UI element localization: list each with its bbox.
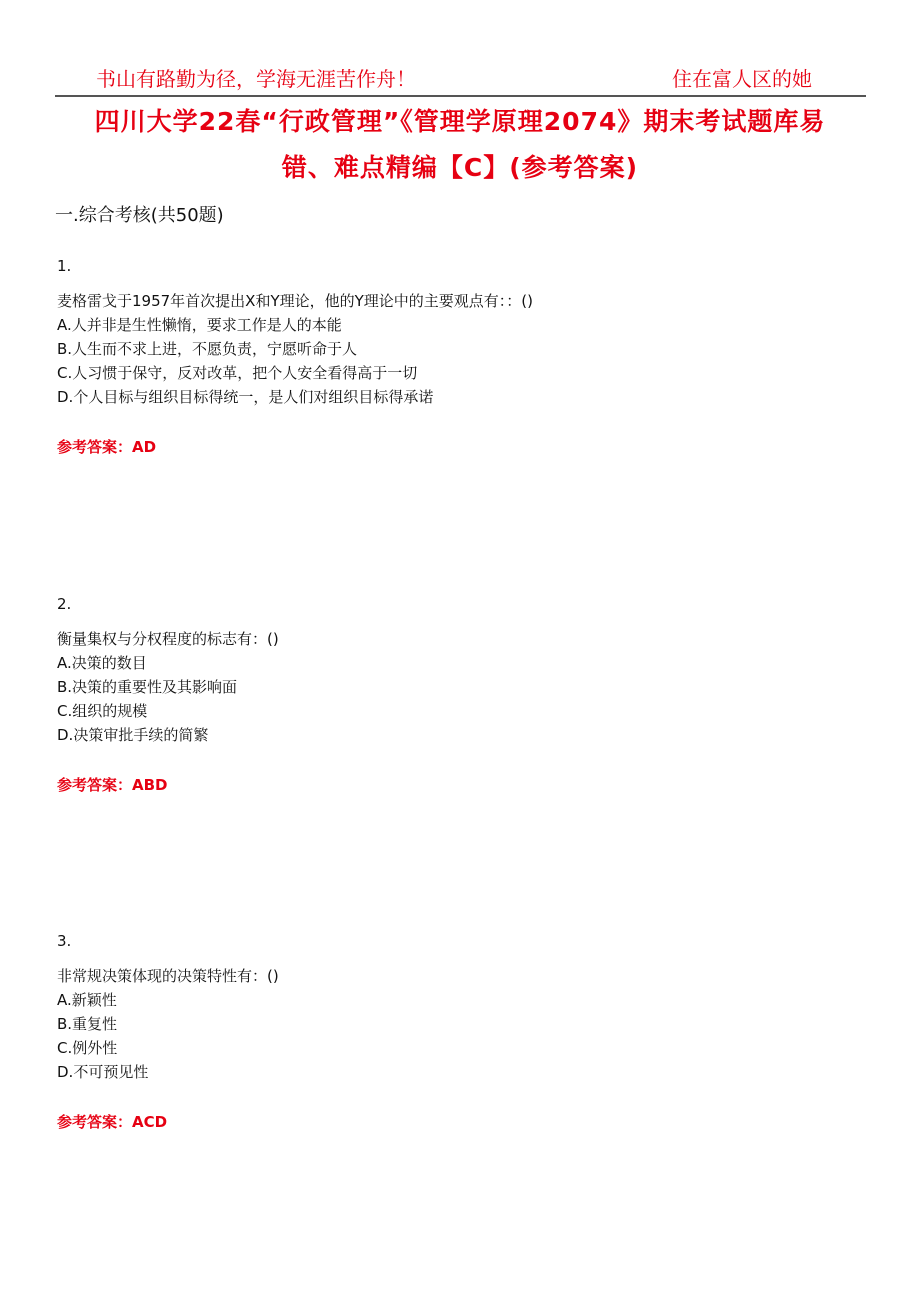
option-b: B.人生而不求上进，不愿负责，宁愿听命于人 bbox=[57, 340, 358, 358]
header-divider bbox=[55, 95, 866, 97]
option-b: B.重复性 bbox=[57, 1015, 118, 1033]
option-b: B.决策的重要性及其影响面 bbox=[57, 678, 238, 696]
option-d: D.决策审批手续的简繁 bbox=[57, 726, 209, 744]
header-motto: 书山有路勤为径，学海无涯苦作舟！ bbox=[96, 67, 416, 91]
question-text: 衡量集权与分权程度的标志有：() bbox=[57, 630, 279, 648]
answer: 参考答案：ABD bbox=[57, 776, 168, 794]
option-d: D.个人目标与组织目标得统一，是人们对组织目标得承诺 bbox=[57, 388, 434, 406]
option-d: D.不可预见性 bbox=[57, 1063, 149, 1081]
option-a: A.新颖性 bbox=[57, 991, 117, 1009]
question-1 bbox=[57, 254, 533, 459]
section-heading: 一.综合考核(共50题) bbox=[55, 205, 224, 226]
question-number: 2. bbox=[57, 595, 72, 613]
document-title-line1: 四川大学22春“行政管理”《管理学原理2074》期末考试题库易 bbox=[94, 107, 826, 136]
question-number: 3. bbox=[57, 932, 72, 950]
answer: 参考答案：ACD bbox=[57, 1113, 168, 1131]
option-a: A.人并非是生性懒惰，要求工作是人的本能 bbox=[57, 316, 342, 334]
document-title-line2: 错、难点精编【C】(参考答案) bbox=[281, 153, 639, 182]
option-a: A.决策的数目 bbox=[57, 654, 147, 672]
question-text: 麦格雷戈于1957年首次提出X和Y理论，他的Y理论中的主要观点有：：() bbox=[57, 292, 533, 310]
option-c: C.人习惯于保守，反对改革，把个人安全看得高于一切 bbox=[57, 364, 418, 382]
question-2 bbox=[57, 592, 279, 797]
option-c: C.例外性 bbox=[57, 1039, 118, 1057]
answer: 参考答案：AD bbox=[57, 438, 157, 456]
question-3 bbox=[57, 929, 279, 1134]
option-c: C.组织的规模 bbox=[57, 702, 148, 720]
question-text: 非常规决策体现的决策特性有：() bbox=[57, 967, 279, 985]
question-number: 1. bbox=[57, 257, 72, 275]
header-author: 住在富人区的她 bbox=[672, 67, 812, 91]
